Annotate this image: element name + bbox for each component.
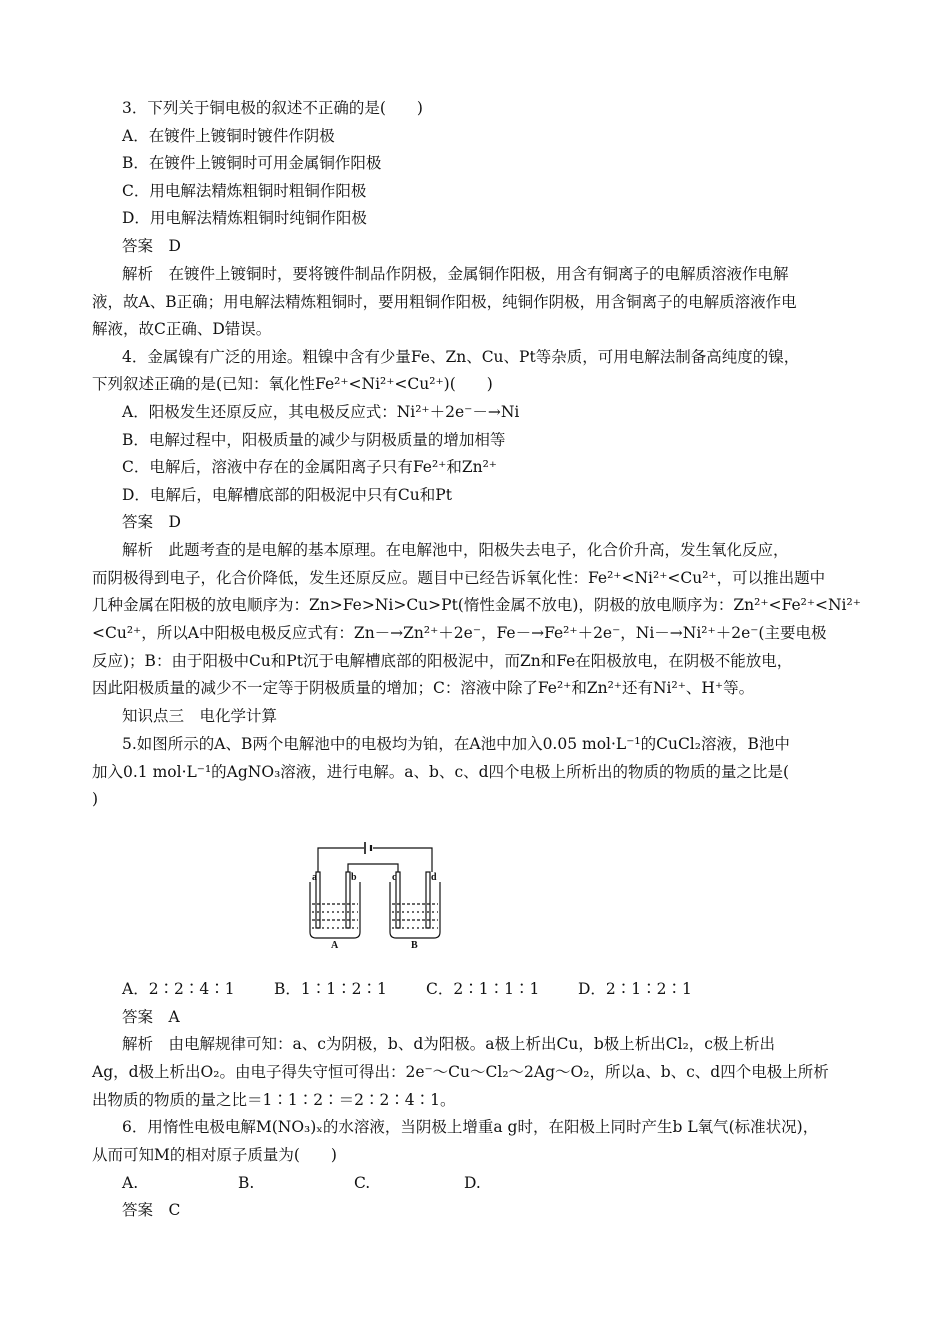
q4-stem-line: 4．金属镍有广泛的用途。粗镍中含有少量Fe、Zn、Cu、Pt等杂质，可用电解法制备高纯度的镍， <box>122 348 800 366</box>
q4-option-a: A．阳极发生还原反应，其电极反应式：Ni²⁺＋2e⁻－→Ni <box>122 403 520 421</box>
q4-option-d: D．电解后，电解槽底部的阳极泥中只有Cu和Pt <box>122 486 452 504</box>
q4-option-c: C．电解后，溶液中存在的金属阳离子只有Fe²⁺和Zn²⁺ <box>122 458 497 476</box>
q3-analysis-line: 解析 在镀件上镀铜时，要将镀件制品作阴极，金属铜作阳极，用含有铜离子的电解质溶液作电解 <box>122 265 789 283</box>
q5-answer: 答案 A <box>122 1008 180 1026</box>
q3-option-a: A．在镀件上镀铜时镀件作阴极 <box>122 127 335 145</box>
q4-analysis-line: 而阴极得到电子，化合价降低，发生还原反应。题目中已经告诉氧化性：Fe²⁺<Ni²⁺<Cu²⁺，可以推出题中 <box>92 569 826 587</box>
q3-analysis-line: 解液，故C正确、D错误。 <box>92 320 272 338</box>
q5-analysis-line: 出物质的物质的量之比＝1∶1∶2∶＝2∶2∶4∶1。 <box>92 1091 456 1109</box>
q6-options <box>122 1173 902 1193</box>
q5-options <box>122 979 902 999</box>
q5-option-c: C．2∶1∶1∶1 <box>426 980 540 998</box>
q4-stem-line: 下列叙述正确的是(已知：氧化性Fe²⁺<Ni²⁺<Cu²⁺)( ) <box>92 375 493 393</box>
q4-analysis-line: 几种金属在阳极的放电顺序为：Zn>Fe>Ni>Cu>Pt(惰性金属不放电)，阴极的放电顺序为：Zn²⁺<Fe²⁺<Ni²⁺ <box>92 596 861 614</box>
q6-answer: 答案 C <box>122 1201 181 1219</box>
q4-analysis-line: 因此阳极质量的减少不一定等于阴极质量的增加；C：溶液中除了Fe²⁺和Zn²⁺还有Ni²⁺、H⁺等。 <box>92 679 755 697</box>
q6-option-c: C. <box>354 1174 371 1192</box>
q6-option-a: A. <box>122 1174 139 1192</box>
q4-answer: 答案 D <box>122 513 181 531</box>
q3-analysis-line: 液，故A、B正确；用电解法精炼粗铜时，要用粗铜作阳极，纯铜作阴极，用含铜离子的电解质溶液作电 <box>92 293 797 311</box>
q5-analysis-line: Ag，d极上析出O₂。由电子得失守恒可得出：2e⁻～Cu～Cl₂～2Ag～O₂，所以a、b、c、d四个电极上所析 <box>92 1063 829 1081</box>
q4-analysis-line: 解析 此题考查的是电解的基本原理。在电解池中，阳极失去电子，化合价升高，发生氧化反应， <box>122 541 789 559</box>
q5-analysis-line: 解析 由电解规律可知：a、c为阴极，b、d为阳极。a极上析出Cu，b极上析出Cl₂，c极上析出 <box>122 1035 775 1053</box>
q5-option-a: A．2∶2∶4∶1 <box>122 980 235 998</box>
q5-option-d: D．2∶1∶2∶1 <box>578 980 692 998</box>
q3-stem: 3．下列关于铜电极的叙述不正确的是( ) <box>122 99 423 117</box>
electrode-label-a: a <box>312 872 317 883</box>
electrode-label-b: b <box>351 872 357 883</box>
cell-label-b: B <box>411 940 418 950</box>
q4-analysis-line: <Cu²⁺，所以A中阳极电极反应式有：Zn－→Zn²⁺＋2e⁻，Fe－→Fe²⁺＋2e⁻，Ni－→Ni²⁺＋2e⁻(主要电极 <box>92 624 827 642</box>
q3-answer: 答案 D <box>122 237 181 255</box>
q6-option-d: D. <box>464 1174 481 1192</box>
q6-stem-line: 6．用惰性电极电解M(NO₃)ₓ的水溶液，当阴极上增重a g时，在阳极上同时产生b L氧气(标准状况)， <box>122 1118 819 1136</box>
q5-stem-line: ) <box>92 790 99 808</box>
electrode-label-d: d <box>431 872 437 883</box>
q3-option-c: C．用电解法精炼粗铜时粗铜作阳极 <box>122 182 367 200</box>
q6-option-b: B. <box>238 1174 255 1192</box>
q4-option-b: B．电解过程中，阳极质量的减少与阴极质量的增加相等 <box>122 431 506 449</box>
electrolysis-cell-diagram <box>300 838 450 950</box>
q4-analysis-line: 反应)；B：由于阳极中Cu和Pt沉于电解槽底部的阳极泥中，而Zn和Fe在阳极放电，在阴极不能放电， <box>92 652 793 670</box>
section-title: 知识点三 电化学计算 <box>122 707 278 725</box>
q5-stem-line: 5.如图所示的A、B两个电解池中的电极均为铂，在A池中加入0.05 mol·L⁻¹的CuCl₂溶液，B池中 <box>122 735 790 753</box>
cell-label-a: A <box>331 940 339 950</box>
q5-stem-line: 加入0.1 mol·L⁻¹的AgNO₃溶液，进行电解。a、b、c、d四个电极上所析出的物质的物质的量之比是( <box>92 763 790 781</box>
q3-option-d: D．用电解法精炼粗铜时纯铜作阳极 <box>122 209 367 227</box>
q3-option-b: B．在镀件上镀铜时可用金属铜作阳极 <box>122 154 382 172</box>
q6-stem-line: 从而可知M的相对原子质量为( ) <box>92 1146 337 1164</box>
q5-option-b: B．1∶1∶2∶1 <box>274 980 387 998</box>
electrode-label-c: c <box>392 872 397 883</box>
